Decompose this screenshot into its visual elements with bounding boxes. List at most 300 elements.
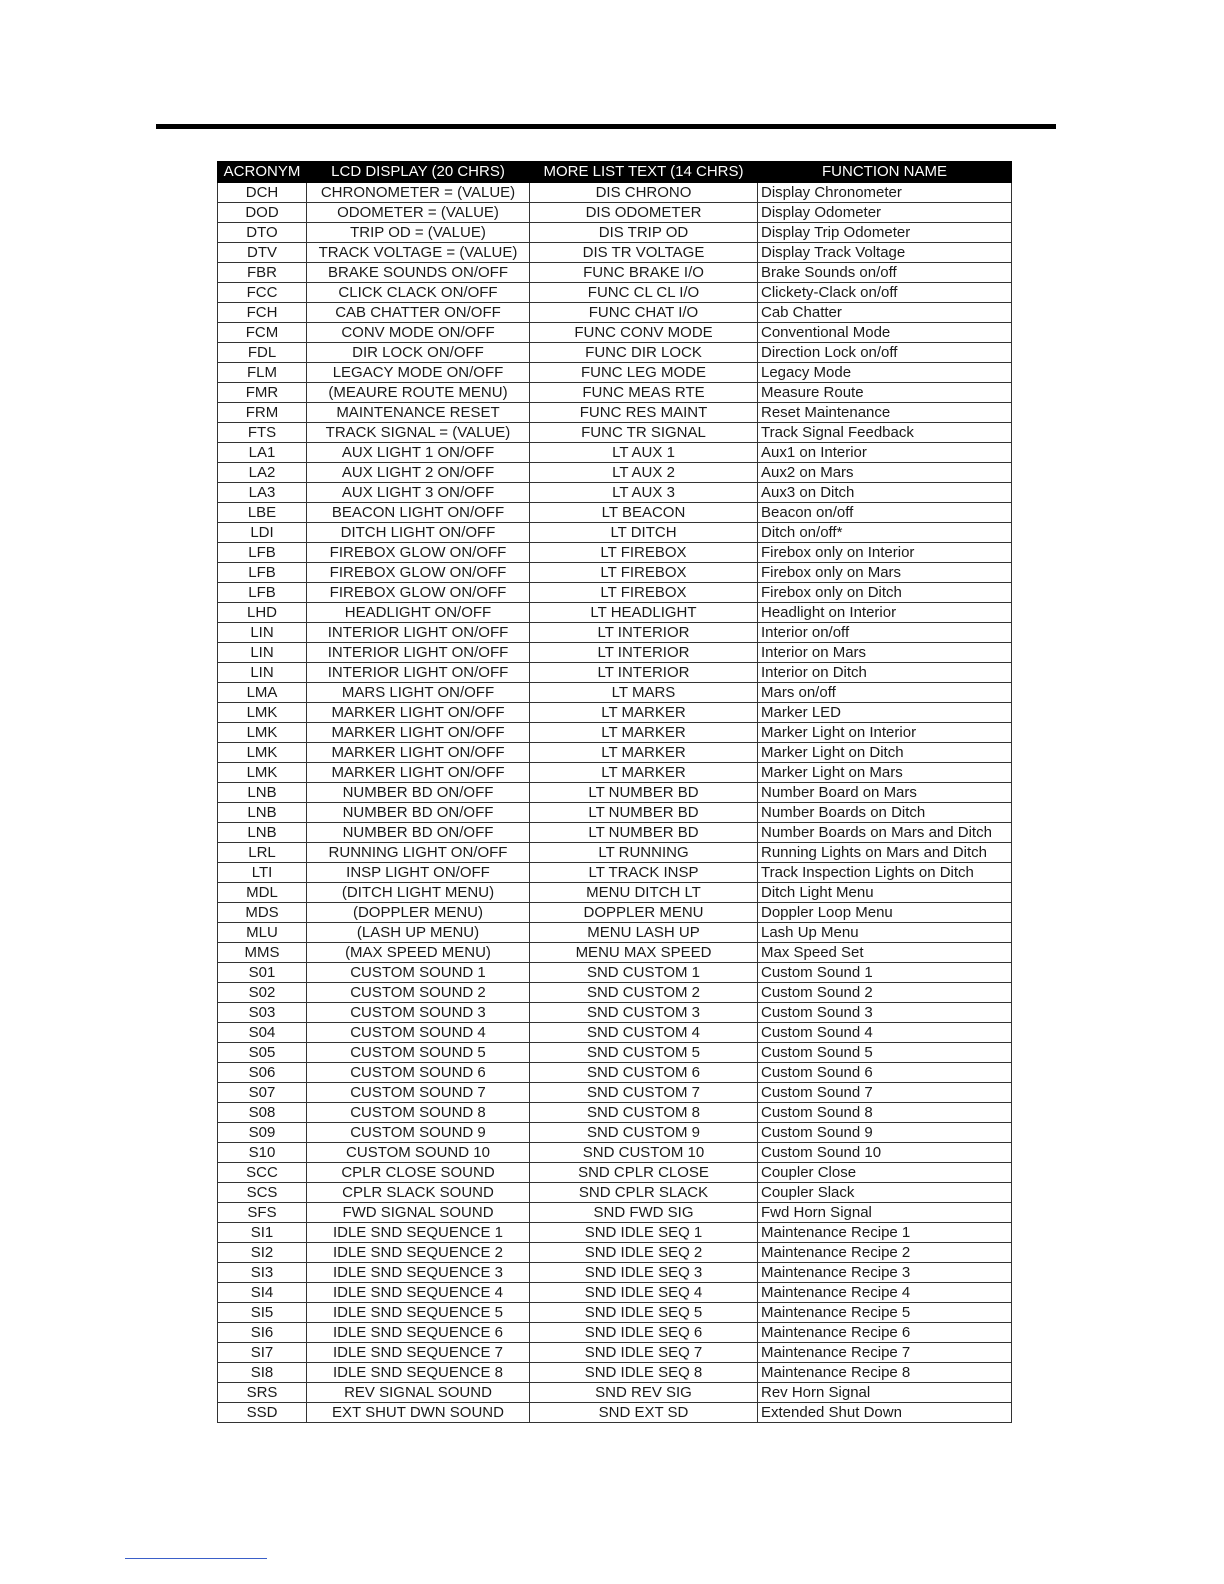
lcd-display-cell: CAB CHATTER ON/OFF bbox=[307, 303, 530, 323]
more-list-text-cell: SND CUSTOM 6 bbox=[530, 1063, 758, 1083]
lcd-display-cell: BEACON LIGHT ON/OFF bbox=[307, 503, 530, 523]
lcd-display-cell: IDLE SND SEQUENCE 7 bbox=[307, 1343, 530, 1363]
more-list-text-cell: LT MARKER bbox=[530, 703, 758, 723]
lcd-display-cell: CUSTOM SOUND 4 bbox=[307, 1023, 530, 1043]
acronym-cell: SRS bbox=[218, 1383, 307, 1403]
function-name-cell: Custom Sound 5 bbox=[758, 1043, 1012, 1063]
more-list-text-cell: SND CPLR SLACK bbox=[530, 1183, 758, 1203]
function-name-cell: Maintenance Recipe 7 bbox=[758, 1343, 1012, 1363]
acronym-cell: LFB bbox=[218, 543, 307, 563]
function-name-cell: Doppler Loop Menu bbox=[758, 903, 1012, 923]
table-row bbox=[218, 883, 1012, 903]
table-row bbox=[218, 343, 1012, 363]
table-row bbox=[218, 743, 1012, 763]
more-list-text-cell: LT RUNNING bbox=[530, 843, 758, 863]
more-list-text-cell: SND CUSTOM 9 bbox=[530, 1123, 758, 1143]
acronym-cell: LMK bbox=[218, 763, 307, 783]
table-row bbox=[218, 1103, 1012, 1123]
table-row bbox=[218, 243, 1012, 263]
table-row bbox=[218, 1023, 1012, 1043]
function-name-cell: Maintenance Recipe 1 bbox=[758, 1223, 1012, 1243]
more-list-text-cell: LT AUX 2 bbox=[530, 463, 758, 483]
table-row bbox=[218, 463, 1012, 483]
more-list-text-cell: MENU DITCH LT bbox=[530, 883, 758, 903]
function-name-cell: Interior on Ditch bbox=[758, 663, 1012, 683]
more-list-text-cell: SND EXT SD bbox=[530, 1403, 758, 1423]
function-name-cell: Direction Lock on/off bbox=[758, 343, 1012, 363]
lcd-display-cell: (DITCH LIGHT MENU) bbox=[307, 883, 530, 903]
acronym-cell: S07 bbox=[218, 1083, 307, 1103]
acronym-cell: LA2 bbox=[218, 463, 307, 483]
more-list-text-cell: FUNC TR SIGNAL bbox=[530, 423, 758, 443]
acronym-cell: LIN bbox=[218, 663, 307, 683]
table-row bbox=[218, 703, 1012, 723]
table-row bbox=[218, 543, 1012, 563]
lcd-display-cell: RUNNING LIGHT ON/OFF bbox=[307, 843, 530, 863]
lcd-display-cell: INSP LIGHT ON/OFF bbox=[307, 863, 530, 883]
lcd-display-cell: MARKER LIGHT ON/OFF bbox=[307, 723, 530, 743]
lcd-display-cell: TRACK SIGNAL = (VALUE) bbox=[307, 423, 530, 443]
acronym-cell: LNB bbox=[218, 823, 307, 843]
lcd-display-cell: INTERIOR LIGHT ON/OFF bbox=[307, 663, 530, 683]
lcd-display-cell: NUMBER BD ON/OFF bbox=[307, 823, 530, 843]
more-list-text-cell: LT FIREBOX bbox=[530, 543, 758, 563]
function-name-cell: Display Trip Odometer bbox=[758, 223, 1012, 243]
acronym-cell: LMK bbox=[218, 703, 307, 723]
table-row bbox=[218, 603, 1012, 623]
table-row bbox=[218, 983, 1012, 1003]
acronym-cell: FMR bbox=[218, 383, 307, 403]
more-list-text-cell: LT INTERIOR bbox=[530, 623, 758, 643]
function-name-cell: Brake Sounds on/off bbox=[758, 263, 1012, 283]
function-name-cell: Marker Light on Ditch bbox=[758, 743, 1012, 763]
acronym-cell: FCC bbox=[218, 283, 307, 303]
acronym-cell: S06 bbox=[218, 1063, 307, 1083]
more-list-text-cell: LT AUX 3 bbox=[530, 483, 758, 503]
table-row bbox=[218, 683, 1012, 703]
function-name-cell: Custom Sound 2 bbox=[758, 983, 1012, 1003]
more-list-text-cell: LT NUMBER BD bbox=[530, 803, 758, 823]
function-name-cell: Ditch Light Menu bbox=[758, 883, 1012, 903]
lcd-display-cell: CUSTOM SOUND 8 bbox=[307, 1103, 530, 1123]
table-row bbox=[218, 523, 1012, 543]
function-name-cell: Custom Sound 8 bbox=[758, 1103, 1012, 1123]
function-name-cell: Extended Shut Down bbox=[758, 1403, 1012, 1423]
table-row bbox=[218, 383, 1012, 403]
table-row bbox=[218, 183, 1012, 203]
lcd-display-cell: REV SIGNAL SOUND bbox=[307, 1383, 530, 1403]
lcd-display-cell: NUMBER BD ON/OFF bbox=[307, 783, 530, 803]
lcd-display-cell: CPLR SLACK SOUND bbox=[307, 1183, 530, 1203]
acronym-cell: S02 bbox=[218, 983, 307, 1003]
acronym-cell: LNB bbox=[218, 783, 307, 803]
lcd-display-cell: IDLE SND SEQUENCE 6 bbox=[307, 1323, 530, 1343]
table-row bbox=[218, 903, 1012, 923]
function-name-cell: Beacon on/off bbox=[758, 503, 1012, 523]
more-list-text-cell: SND REV SIG bbox=[530, 1383, 758, 1403]
more-list-text-cell: DIS TR VOLTAGE bbox=[530, 243, 758, 263]
table-row bbox=[218, 923, 1012, 943]
table-row bbox=[218, 443, 1012, 463]
table-row bbox=[218, 943, 1012, 963]
function-name-cell: Interior on/off bbox=[758, 623, 1012, 643]
table-row bbox=[218, 1223, 1012, 1243]
acronym-cell: LTI bbox=[218, 863, 307, 883]
more-list-text-cell: LT MARKER bbox=[530, 723, 758, 743]
more-list-text-cell: LT FIREBOX bbox=[530, 583, 758, 603]
lcd-display-cell: FIREBOX GLOW ON/OFF bbox=[307, 543, 530, 563]
lcd-display-cell: CPLR CLOSE SOUND bbox=[307, 1163, 530, 1183]
more-list-text-cell: LT HEADLIGHT bbox=[530, 603, 758, 623]
more-list-text-cell: SND CUSTOM 5 bbox=[530, 1043, 758, 1063]
more-list-text-cell: LT BEACON bbox=[530, 503, 758, 523]
function-name-cell: Cab Chatter bbox=[758, 303, 1012, 323]
more-list-text-cell: DIS ODOMETER bbox=[530, 203, 758, 223]
acronym-cell: SI8 bbox=[218, 1363, 307, 1383]
lcd-display-cell: CONV MODE ON/OFF bbox=[307, 323, 530, 343]
more-list-text-cell: SND IDLE SEQ 4 bbox=[530, 1283, 758, 1303]
acronym-cell: LDI bbox=[218, 523, 307, 543]
acronym-cell: S05 bbox=[218, 1043, 307, 1063]
acronym-cell: LA1 bbox=[218, 443, 307, 463]
acronym-cell: S08 bbox=[218, 1103, 307, 1123]
function-name-cell: Maintenance Recipe 5 bbox=[758, 1303, 1012, 1323]
function-name-cell: Custom Sound 9 bbox=[758, 1123, 1012, 1143]
acronym-cell: FCM bbox=[218, 323, 307, 343]
lcd-display-cell: CUSTOM SOUND 1 bbox=[307, 963, 530, 983]
function-name-cell: Interior on Mars bbox=[758, 643, 1012, 663]
function-name-cell: Running Lights on Mars and Ditch bbox=[758, 843, 1012, 863]
lcd-display-cell: IDLE SND SEQUENCE 5 bbox=[307, 1303, 530, 1323]
acronym-cell: SI1 bbox=[218, 1223, 307, 1243]
lcd-display-cell: IDLE SND SEQUENCE 4 bbox=[307, 1283, 530, 1303]
lcd-display-cell: AUX LIGHT 1 ON/OFF bbox=[307, 443, 530, 463]
table-row bbox=[218, 663, 1012, 683]
acronym-cell: MMS bbox=[218, 943, 307, 963]
lcd-display-cell: FIREBOX GLOW ON/OFF bbox=[307, 583, 530, 603]
more-list-text-cell: FUNC DIR LOCK bbox=[530, 343, 758, 363]
table-row bbox=[218, 563, 1012, 583]
table-row bbox=[218, 1403, 1012, 1423]
table-row bbox=[218, 1003, 1012, 1023]
function-name-cell: Custom Sound 3 bbox=[758, 1003, 1012, 1023]
acronym-cell: LFB bbox=[218, 583, 307, 603]
more-list-text-cell: SND CUSTOM 4 bbox=[530, 1023, 758, 1043]
function-name-cell: Number Boards on Ditch bbox=[758, 803, 1012, 823]
function-name-cell: Ditch on/off* bbox=[758, 523, 1012, 543]
table-row bbox=[218, 1063, 1012, 1083]
acronym-cell: LFB bbox=[218, 563, 307, 583]
lcd-display-cell: CUSTOM SOUND 2 bbox=[307, 983, 530, 1003]
acronym-cell: LIN bbox=[218, 623, 307, 643]
lcd-display-cell: IDLE SND SEQUENCE 8 bbox=[307, 1363, 530, 1383]
table-row bbox=[218, 823, 1012, 843]
function-name-cell: Maintenance Recipe 8 bbox=[758, 1363, 1012, 1383]
table-row bbox=[218, 843, 1012, 863]
function-name-cell: Marker LED bbox=[758, 703, 1012, 723]
lcd-display-cell: HEADLIGHT ON/OFF bbox=[307, 603, 530, 623]
function-name-cell: Headlight on Interior bbox=[758, 603, 1012, 623]
table-row bbox=[218, 483, 1012, 503]
function-name-cell: Max Speed Set bbox=[758, 943, 1012, 963]
function-name-cell: Coupler Close bbox=[758, 1163, 1012, 1183]
lcd-display-cell: AUX LIGHT 2 ON/OFF bbox=[307, 463, 530, 483]
function-name-cell: Maintenance Recipe 3 bbox=[758, 1263, 1012, 1283]
function-name-cell: Display Odometer bbox=[758, 203, 1012, 223]
acronym-cell: MDL bbox=[218, 883, 307, 903]
more-list-text-cell: SND IDLE SEQ 2 bbox=[530, 1243, 758, 1263]
function-name-cell: Firebox only on Mars bbox=[758, 563, 1012, 583]
function-name-cell: Custom Sound 6 bbox=[758, 1063, 1012, 1083]
acronym-cell: S10 bbox=[218, 1143, 307, 1163]
acronym-cell: LBE bbox=[218, 503, 307, 523]
acronym-cell: LMA bbox=[218, 683, 307, 703]
function-name-cell: Maintenance Recipe 2 bbox=[758, 1243, 1012, 1263]
lcd-display-cell: MARKER LIGHT ON/OFF bbox=[307, 703, 530, 723]
function-name-cell: Display Chronometer bbox=[758, 183, 1012, 203]
table-row bbox=[218, 863, 1012, 883]
function-name-cell: Rev Horn Signal bbox=[758, 1383, 1012, 1403]
function-name-cell: Reset Maintenance bbox=[758, 403, 1012, 423]
acronym-cell: FBR bbox=[218, 263, 307, 283]
more-list-text-cell: DIS CHRONO bbox=[530, 183, 758, 203]
table-body bbox=[218, 183, 1012, 1423]
more-list-text-cell: LT MARS bbox=[530, 683, 758, 703]
more-list-text-cell: SND FWD SIG bbox=[530, 1203, 758, 1223]
acronym-cell: SI6 bbox=[218, 1323, 307, 1343]
acronym-cell: DTV bbox=[218, 243, 307, 263]
lcd-display-cell: (MAX SPEED MENU) bbox=[307, 943, 530, 963]
function-name-cell: Custom Sound 1 bbox=[758, 963, 1012, 983]
function-name-cell: Track Signal Feedback bbox=[758, 423, 1012, 443]
header-rule bbox=[156, 124, 1056, 129]
table-row bbox=[218, 1163, 1012, 1183]
lcd-display-cell: CUSTOM SOUND 5 bbox=[307, 1043, 530, 1063]
lcd-display-cell: (LASH UP MENU) bbox=[307, 923, 530, 943]
acronym-cell: SI4 bbox=[218, 1283, 307, 1303]
table-row bbox=[218, 283, 1012, 303]
lcd-display-cell: CUSTOM SOUND 6 bbox=[307, 1063, 530, 1083]
table-row bbox=[218, 223, 1012, 243]
acronym-cell: FRM bbox=[218, 403, 307, 423]
function-name-cell: Track Inspection Lights on Ditch bbox=[758, 863, 1012, 883]
table-row bbox=[218, 1043, 1012, 1063]
more-list-text-cell: SND CUSTOM 3 bbox=[530, 1003, 758, 1023]
table-row bbox=[218, 1303, 1012, 1323]
table-row bbox=[218, 1283, 1012, 1303]
lcd-display-cell: (DOPPLER MENU) bbox=[307, 903, 530, 923]
header-acronym: ACRONYM bbox=[218, 162, 307, 183]
function-name-cell: Mars on/off bbox=[758, 683, 1012, 703]
lcd-display-cell: FWD SIGNAL SOUND bbox=[307, 1203, 530, 1223]
function-name-cell: Marker Light on Mars bbox=[758, 763, 1012, 783]
table-row bbox=[218, 763, 1012, 783]
table-row bbox=[218, 803, 1012, 823]
table-row bbox=[218, 1143, 1012, 1163]
lcd-display-cell: MAINTENANCE RESET bbox=[307, 403, 530, 423]
table-row bbox=[218, 643, 1012, 663]
function-name-cell: Measure Route bbox=[758, 383, 1012, 403]
more-list-text-cell: SND IDLE SEQ 6 bbox=[530, 1323, 758, 1343]
function-name-cell: Aux2 on Mars bbox=[758, 463, 1012, 483]
lcd-display-cell: DIR LOCK ON/OFF bbox=[307, 343, 530, 363]
more-list-text-cell: MENU LASH UP bbox=[530, 923, 758, 943]
table-row bbox=[218, 303, 1012, 323]
function-name-cell: Firebox only on Ditch bbox=[758, 583, 1012, 603]
acronym-cell: S04 bbox=[218, 1023, 307, 1043]
table-row bbox=[218, 323, 1012, 343]
table-row bbox=[218, 1263, 1012, 1283]
lcd-display-cell: (MEAURE ROUTE MENU) bbox=[307, 383, 530, 403]
table-row bbox=[218, 623, 1012, 643]
acronym-cell: MDS bbox=[218, 903, 307, 923]
function-name-cell: Number Board on Mars bbox=[758, 783, 1012, 803]
function-name-cell: Display Track Voltage bbox=[758, 243, 1012, 263]
function-name-cell: Legacy Mode bbox=[758, 363, 1012, 383]
table-header-row bbox=[218, 162, 1012, 183]
more-list-text-cell: LT AUX 1 bbox=[530, 443, 758, 463]
header-lcd-display: LCD DISPLAY (20 CHRS) bbox=[307, 162, 530, 183]
acronym-cell: S09 bbox=[218, 1123, 307, 1143]
more-list-text-cell: FUNC RES MAINT bbox=[530, 403, 758, 423]
function-name-cell: Lash Up Menu bbox=[758, 923, 1012, 943]
acronym-cell: SI2 bbox=[218, 1243, 307, 1263]
table-row bbox=[218, 963, 1012, 983]
more-list-text-cell: MENU MAX SPEED bbox=[530, 943, 758, 963]
function-name-cell: Custom Sound 10 bbox=[758, 1143, 1012, 1163]
table-row bbox=[218, 403, 1012, 423]
function-name-cell: Maintenance Recipe 6 bbox=[758, 1323, 1012, 1343]
more-list-text-cell: LT INTERIOR bbox=[530, 663, 758, 683]
more-list-text-cell: SND CUSTOM 2 bbox=[530, 983, 758, 1003]
table-row bbox=[218, 783, 1012, 803]
table-row bbox=[218, 1323, 1012, 1343]
lcd-display-cell: IDLE SND SEQUENCE 2 bbox=[307, 1243, 530, 1263]
acronym-cell: LNB bbox=[218, 803, 307, 823]
more-list-text-cell: SND IDLE SEQ 3 bbox=[530, 1263, 758, 1283]
table-row bbox=[218, 203, 1012, 223]
acronym-cell: MLU bbox=[218, 923, 307, 943]
lcd-display-cell: CHRONOMETER = (VALUE) bbox=[307, 183, 530, 203]
more-list-text-cell: SND IDLE SEQ 5 bbox=[530, 1303, 758, 1323]
acronym-cell: SI7 bbox=[218, 1343, 307, 1363]
lcd-display-cell: CUSTOM SOUND 3 bbox=[307, 1003, 530, 1023]
table-row bbox=[218, 263, 1012, 283]
table-row bbox=[218, 723, 1012, 743]
acronym-table bbox=[217, 161, 1012, 1423]
acronym-cell: DOD bbox=[218, 203, 307, 223]
table-row bbox=[218, 1343, 1012, 1363]
table-row bbox=[218, 1243, 1012, 1263]
table-row bbox=[218, 503, 1012, 523]
function-name-cell: Maintenance Recipe 4 bbox=[758, 1283, 1012, 1303]
table-row bbox=[218, 1383, 1012, 1403]
lcd-display-cell: BRAKE SOUNDS ON/OFF bbox=[307, 263, 530, 283]
lcd-display-cell: ODOMETER = (VALUE) bbox=[307, 203, 530, 223]
acronym-cell: LMK bbox=[218, 743, 307, 763]
lcd-display-cell: AUX LIGHT 3 ON/OFF bbox=[307, 483, 530, 503]
function-name-cell: Firebox only on Interior bbox=[758, 543, 1012, 563]
more-list-text-cell: LT NUMBER BD bbox=[530, 823, 758, 843]
more-list-text-cell: LT MARKER bbox=[530, 763, 758, 783]
more-list-text-cell: FUNC CONV MODE bbox=[530, 323, 758, 343]
function-name-cell: Aux3 on Ditch bbox=[758, 483, 1012, 503]
more-list-text-cell: DOPPLER MENU bbox=[530, 903, 758, 923]
acronym-cell: FCH bbox=[218, 303, 307, 323]
more-list-text-cell: LT FIREBOX bbox=[530, 563, 758, 583]
more-list-text-cell: FUNC BRAKE I/O bbox=[530, 263, 758, 283]
table-row bbox=[218, 1123, 1012, 1143]
footer-rule bbox=[125, 1558, 267, 1559]
function-name-cell: Coupler Slack bbox=[758, 1183, 1012, 1203]
acronym-cell: SFS bbox=[218, 1203, 307, 1223]
acronym-cell: DCH bbox=[218, 183, 307, 203]
more-list-text-cell: SND CUSTOM 7 bbox=[530, 1083, 758, 1103]
more-list-text-cell: LT TRACK INSP bbox=[530, 863, 758, 883]
lcd-display-cell: LEGACY MODE ON/OFF bbox=[307, 363, 530, 383]
lcd-display-cell: TRIP OD = (VALUE) bbox=[307, 223, 530, 243]
lcd-display-cell: CUSTOM SOUND 9 bbox=[307, 1123, 530, 1143]
acronym-cell: SSD bbox=[218, 1403, 307, 1423]
lcd-display-cell: MARKER LIGHT ON/OFF bbox=[307, 763, 530, 783]
lcd-display-cell: CUSTOM SOUND 7 bbox=[307, 1083, 530, 1103]
lcd-display-cell: CLICK CLACK ON/OFF bbox=[307, 283, 530, 303]
more-list-text-cell: FUNC CHAT I/O bbox=[530, 303, 758, 323]
acronym-cell: S01 bbox=[218, 963, 307, 983]
header-function-name: FUNCTION NAME bbox=[758, 162, 1012, 183]
acronym-cell: FTS bbox=[218, 423, 307, 443]
header-more-list-text: MORE LIST TEXT (14 CHRS) bbox=[530, 162, 758, 183]
more-list-text-cell: SND CUSTOM 8 bbox=[530, 1103, 758, 1123]
acronym-cell: LIN bbox=[218, 643, 307, 663]
function-name-cell: Marker Light on Interior bbox=[758, 723, 1012, 743]
more-list-text-cell: SND CPLR CLOSE bbox=[530, 1163, 758, 1183]
acronym-cell: SCC bbox=[218, 1163, 307, 1183]
lcd-display-cell: EXT SHUT DWN SOUND bbox=[307, 1403, 530, 1423]
acronym-cell: S03 bbox=[218, 1003, 307, 1023]
acronym-cell: FLM bbox=[218, 363, 307, 383]
function-name-cell: Conventional Mode bbox=[758, 323, 1012, 343]
more-list-text-cell: SND IDLE SEQ 8 bbox=[530, 1363, 758, 1383]
more-list-text-cell: FUNC MEAS RTE bbox=[530, 383, 758, 403]
more-list-text-cell: SND CUSTOM 10 bbox=[530, 1143, 758, 1163]
more-list-text-cell: LT NUMBER BD bbox=[530, 783, 758, 803]
acronym-cell: FDL bbox=[218, 343, 307, 363]
more-list-text-cell: LT MARKER bbox=[530, 743, 758, 763]
more-list-text-cell: FUNC LEG MODE bbox=[530, 363, 758, 383]
more-list-text-cell: DIS TRIP OD bbox=[530, 223, 758, 243]
acronym-cell: LMK bbox=[218, 723, 307, 743]
table-row bbox=[218, 1363, 1012, 1383]
table-row bbox=[218, 363, 1012, 383]
acronym-cell: DTO bbox=[218, 223, 307, 243]
more-list-text-cell: SND IDLE SEQ 1 bbox=[530, 1223, 758, 1243]
acronym-cell: SCS bbox=[218, 1183, 307, 1203]
table-row bbox=[218, 583, 1012, 603]
function-name-cell: Clickety-Clack on/off bbox=[758, 283, 1012, 303]
lcd-display-cell: IDLE SND SEQUENCE 1 bbox=[307, 1223, 530, 1243]
lcd-display-cell: NUMBER BD ON/OFF bbox=[307, 803, 530, 823]
lcd-display-cell: TRACK VOLTAGE = (VALUE) bbox=[307, 243, 530, 263]
table-row bbox=[218, 1203, 1012, 1223]
acronym-cell: SI5 bbox=[218, 1303, 307, 1323]
more-list-text-cell: FUNC CL CL I/O bbox=[530, 283, 758, 303]
table-row bbox=[218, 1083, 1012, 1103]
table-row bbox=[218, 423, 1012, 443]
more-list-text-cell: SND CUSTOM 1 bbox=[530, 963, 758, 983]
function-name-cell: Aux1 on Interior bbox=[758, 443, 1012, 463]
lcd-display-cell: CUSTOM SOUND 10 bbox=[307, 1143, 530, 1163]
